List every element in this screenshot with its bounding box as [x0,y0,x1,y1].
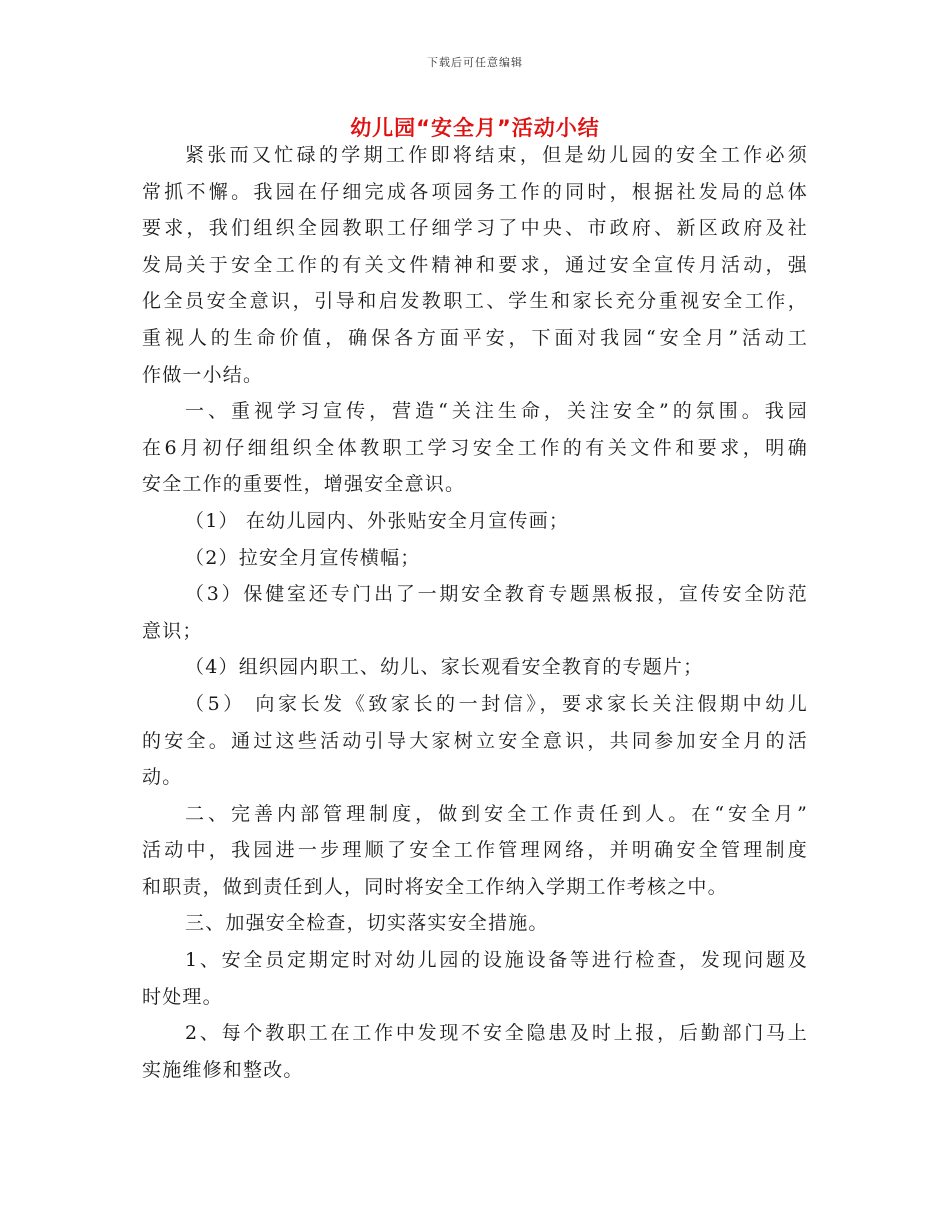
page-header: 下载后可任意编辑 [427,56,523,69]
text-line: 要求，我们组织全园教职工仔细学习了中央、市政府、新区政府及社 [142,217,808,240]
text-line: （2）拉安全月宣传横幅； [185,546,421,569]
text-line: 二、完善内部管理制度，做到安全工作责任到人。在“安全月” [185,802,808,825]
text-line: 紧张而又忙碌的学期工作即将结束，但是幼儿园的安全工作必须 [185,144,808,166]
text-line: 三、加强安全检查，切实落实安全措施。 [185,912,549,935]
text-line: 时处理。 [142,985,223,1008]
text-line: 在6月初仔细组织全体教职工学习安全工作的有关文件和要求，明确 [142,436,808,459]
text-line: 安全工作的重要性，增强安全意识。 [142,473,466,496]
text-line: 和职责，做到责任到人，同时将安全工作纳入学期工作考核之中。 [142,875,728,898]
text-line: （1） 在幼儿园内、外张贴安全月宣传画； [185,509,570,532]
text-line: 1、安全员定期定时对幼儿园的设施设备等进行检查，发现问题及 [185,949,808,972]
text-line: （4）组织园内职工、幼儿、家长观看安全教育的专题片； [185,656,704,679]
text-line: 作做一小结。 [142,363,264,386]
text-line: 化全员安全意识，引导和启发教职工、学生和家长充分重视安全工作， [142,290,808,313]
text-line: 常抓不懈。我园在仔细完成各项园务工作的同时，根据社发局的总体 [142,180,808,203]
document-body [142,137,808,1088]
text-line: 2、每个教职工在工作中发现不安全隐患及时上报，后勤部门马上 [185,1022,808,1045]
text-line: 的安全。通过这些活动引导大家树立安全意识，共同参加安全月的活 [142,729,808,752]
text-line: 实施维修和整改。 [142,1058,304,1081]
text-line: （3）保健室还专门出了一期安全教育专题黑板报，宣传安全防范 [185,583,808,606]
text-line: （5） 向家长发《致家长的一封信》，要求家长关注假期中幼儿 [185,692,808,715]
text-line: 动。 [142,766,183,789]
text-line: 重视人的生命价值，确保各方面平安，下面对我园“安全月”活动工 [142,326,808,349]
text-line: 活动中，我园进一步理顺了安全工作管理网络，并明确安全管理制度 [142,839,808,862]
text-line: 意识； [142,619,203,642]
text-line: 发局关于安全工作的有关文件精神和要求，通过安全宣传月活动，强 [142,253,808,276]
document-title: 幼儿园“安全月”活动小结 [350,116,600,140]
text-line: 一、重视学习宣传，营造“关注生命，关注安全”的氛围。我园 [185,400,808,423]
